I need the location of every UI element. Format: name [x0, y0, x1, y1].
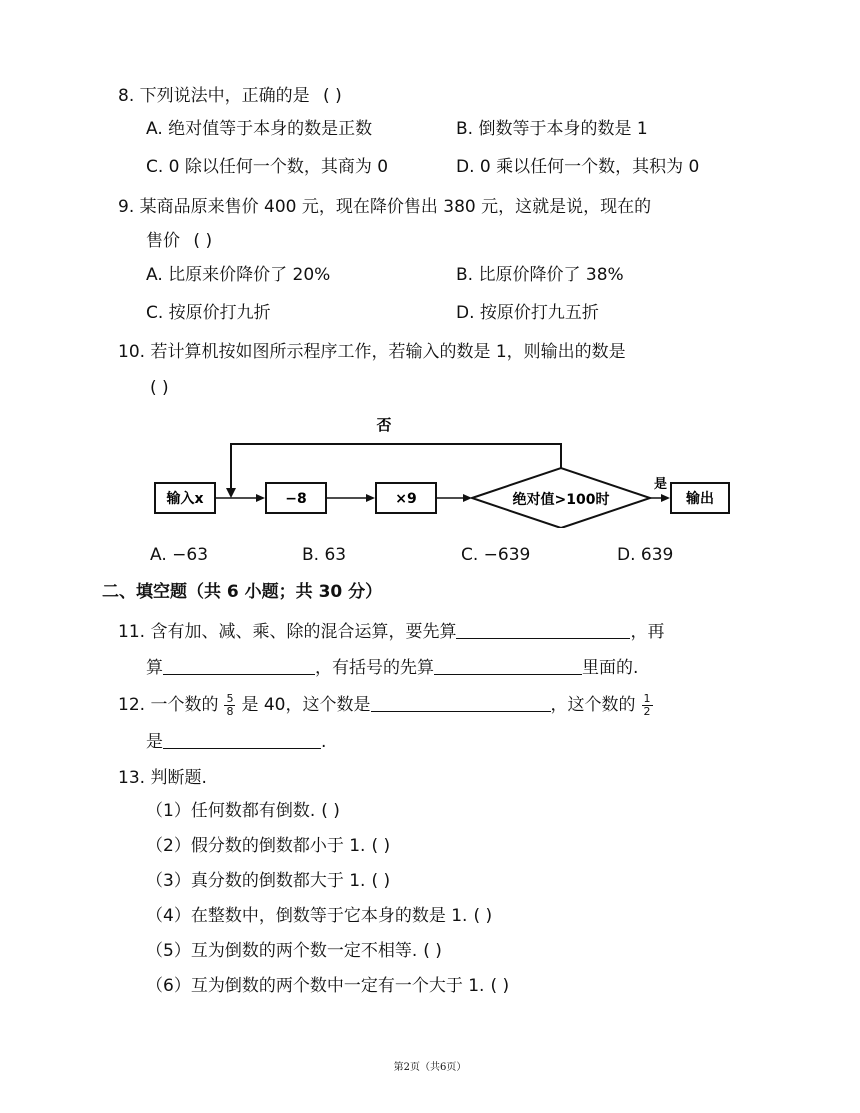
q10-option-a[interactable]: A. −63: [150, 545, 209, 565]
q8-option-c[interactable]: C. 0 除以任何一个数，其商为 0: [146, 157, 389, 177]
q11-text-5: 里面的.: [582, 658, 639, 678]
q12-fraction-2: [642, 693, 653, 718]
q11-blank-3[interactable]: [434, 656, 582, 675]
q8-option-a[interactable]: A. 绝对值等于本身的数是正数: [146, 119, 373, 139]
q13-item-1-text: （1）任何数都有倒数.: [146, 801, 316, 821]
q12-text-2: 是 40，这个数是: [241, 695, 371, 715]
q9-stem-line1: 9. 某商品原来售价 400 元，现在降价售出 380 元，这就是说，现在的: [118, 197, 652, 217]
q13-item-5-paren[interactable]: ( ): [423, 941, 442, 961]
q10-answer-paren[interactable]: ( ): [150, 378, 169, 398]
q13-item-3-text: （3）真分数的倒数都大于 1.: [146, 871, 366, 891]
q12-text-5: .: [321, 732, 327, 752]
q12-text-4: 是: [146, 732, 163, 752]
q12-blank-2[interactable]: [163, 730, 321, 749]
q12-fraction-2-denominator: 2: [643, 704, 651, 718]
q12-fraction-2-numerator: 1: [643, 691, 651, 705]
q10-option-b[interactable]: B. 63: [302, 545, 347, 565]
condition-label: 绝对值>100时: [512, 492, 610, 508]
q13-item-2-paren[interactable]: ( ): [371, 836, 391, 856]
step2-label: ×9: [395, 491, 417, 507]
page-footer: 第2页（共6页）: [393, 1062, 467, 1073]
q11-text-4: ，有括号的先算: [315, 658, 434, 678]
q9-option-b[interactable]: B. 比原价降价了 38%: [456, 265, 624, 285]
q13-item-2: [146, 834, 390, 858]
q13-item-4-text: （4）在整数中，倒数等于它本身的数是 1.: [146, 906, 468, 926]
q12-line1: [118, 690, 659, 720]
q9-option-c[interactable]: C. 按原价打九折: [146, 303, 271, 323]
q12-line2: [146, 730, 326, 754]
q8-stem-text: 8. 下列说法中，正确的是: [118, 86, 310, 106]
q12-text-1: 12. 一个数的: [118, 695, 219, 715]
q11-text-3: 算: [146, 658, 163, 678]
q13-item-6: [146, 974, 509, 998]
q13-item-5-text: （5）互为倒数的两个数一定不相等.: [146, 941, 418, 961]
section-title: 二、填空题（共 6 小题；共 30 分）: [102, 582, 383, 602]
q13-item-6-paren[interactable]: ( ): [490, 976, 510, 996]
q13-item-6-text: （6）互为倒数的两个数中一定有一个大于 1.: [146, 976, 485, 996]
q11-blank-2[interactable]: [163, 656, 315, 675]
arrowhead-4-icon: [661, 494, 670, 502]
q13-item-2-text: （2）假分数的倒数都小于 1.: [146, 836, 366, 856]
q9-option-a[interactable]: A. 比原来价降价了 20%: [146, 265, 331, 285]
q13-item-5: [146, 939, 442, 963]
loop-arrowhead-icon: [226, 488, 236, 498]
q11-line2: [146, 656, 638, 680]
q10-stem-line1: 10. 若计算机按如图所示程序工作，若输入的数是 1，则输出的数是: [118, 342, 626, 362]
step1-label: −8: [285, 491, 307, 507]
input-label: 输入x: [166, 491, 204, 507]
q12-blank-1[interactable]: [371, 693, 551, 712]
q13-item-3-paren[interactable]: ( ): [371, 871, 391, 891]
arrowhead-2-icon: [366, 494, 375, 502]
q8-answer-paren[interactable]: ( ): [323, 86, 342, 106]
q13-item-4-paren[interactable]: ( ): [473, 906, 493, 926]
q12-fraction-1-denominator: 8: [226, 704, 234, 718]
q9-stem-text: 售价: [146, 231, 180, 251]
q13-item-3: [146, 869, 390, 893]
q8-stem: [118, 84, 342, 108]
q12-fraction-1: [224, 693, 235, 718]
q13-item-4: [146, 904, 492, 928]
q11-blank-1[interactable]: [456, 620, 630, 639]
no-label: 否: [376, 416, 392, 434]
q13-item-1-paren[interactable]: ( ): [321, 801, 340, 821]
q12-fraction-1-numerator: 5: [226, 691, 234, 705]
q8-option-d[interactable]: D. 0 乘以任何一个数，其积为 0: [456, 157, 700, 177]
q13-stem: 13. 判断题.: [118, 768, 207, 788]
q10-option-d[interactable]: D. 639: [617, 545, 674, 565]
q11-line1: [118, 620, 664, 644]
q11-text-2: ，再: [630, 622, 665, 642]
q13-item-1: [146, 799, 340, 823]
q9-option-d[interactable]: D. 按原价打九五折: [456, 303, 599, 323]
output-label: 输出: [686, 491, 714, 507]
flowchart: [140, 408, 740, 528]
q12-text-3: ，这个数的: [550, 695, 636, 715]
q8-option-b[interactable]: B. 倒数等于本身的数是 1: [456, 119, 648, 139]
yes-label: 是: [654, 477, 668, 492]
q11-text-1: 11. 含有加、减、乘、除的混合运算，要先算: [118, 622, 457, 642]
arrowhead-1-icon: [256, 494, 265, 502]
q9-stem-line2: [146, 229, 212, 253]
q10-option-c[interactable]: C. −639: [461, 545, 531, 565]
q9-answer-paren[interactable]: ( ): [193, 231, 213, 251]
